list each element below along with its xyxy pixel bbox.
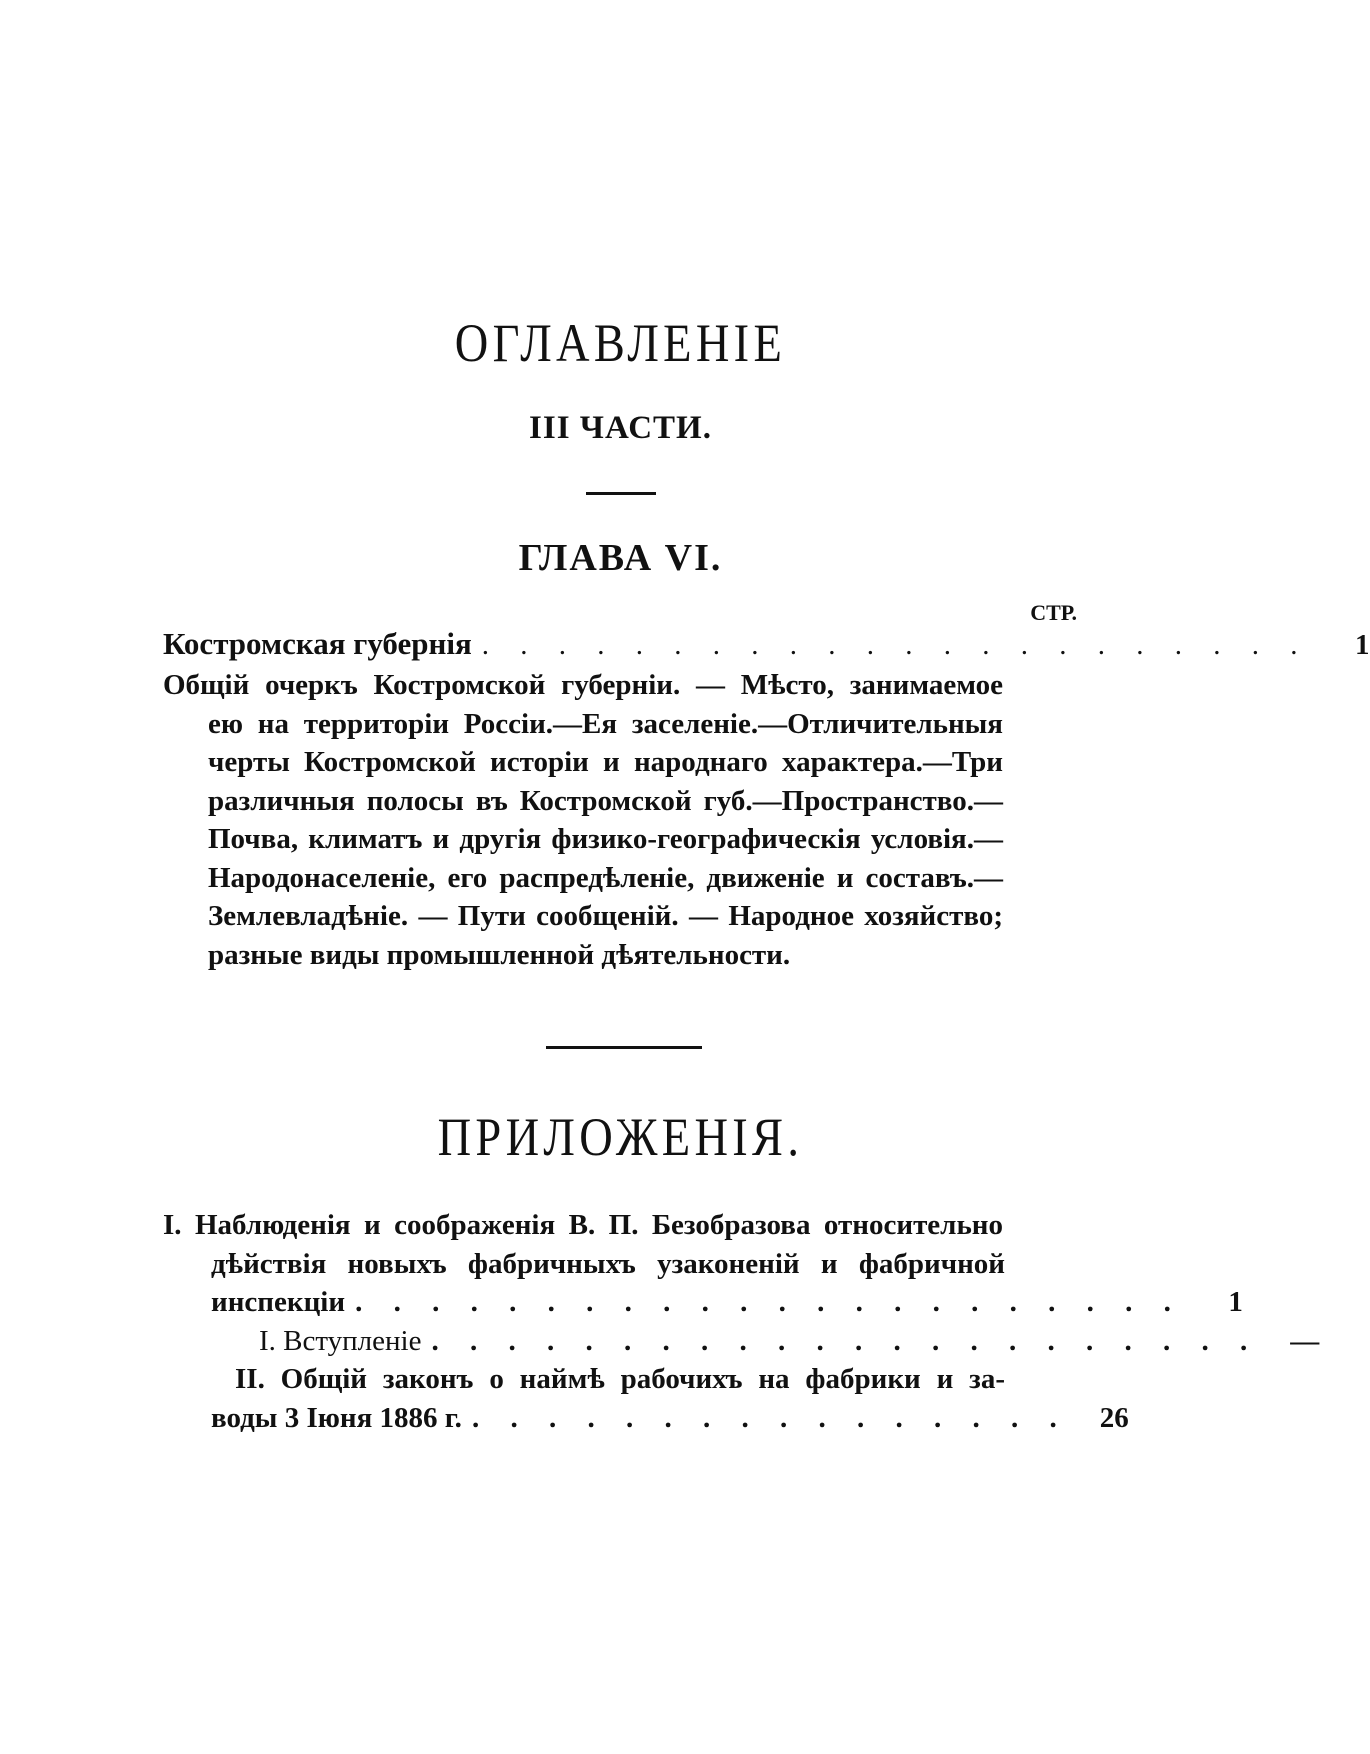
toc-entry-page: 1 [1355, 629, 1370, 661]
description-line: Почва, климатъ и другія физико-географическія условія.— [208, 823, 1003, 855]
sub-entry-title: I. Вступленіе [259, 1324, 422, 1357]
description-line: Землевладѣніе. — Пути сообщеній. — Народное хозяйство; [208, 900, 1003, 932]
description-line: Народонаселеніе, его распредѣленіе, движеніе и составъ.— [208, 861, 1003, 894]
dot-leader: . . . . . . . . . . . . . . . . . . . . . . [431, 1324, 1260, 1357]
divider [546, 1046, 702, 1049]
toc-entry[interactable] [163, 1399, 1129, 1438]
dot-leader: . . . . . . . . . . . . . . . . . . . . . . [481, 629, 1310, 661]
description-line: Общій очеркъ Костромской губерніи. — Мѣсто, занимаемое [163, 669, 1003, 701]
divider [586, 492, 656, 495]
appendices-heading: ПРИЛОЖЕНІЯ. [437, 1107, 804, 1167]
toc-entry-page: 26 [1099, 1401, 1129, 1434]
page-column-label: СТР. [1030, 600, 1077, 625]
description-line: разные виды промышленной дѣятельности. [208, 938, 791, 971]
toc-entry-page: 1 [1228, 1286, 1243, 1318]
dot-leader: . . . . . . . . . . . . . . . . . . . . . . [355, 1286, 1183, 1318]
sub-entry-line: воды 3 Іюня 1886 г. [211, 1401, 462, 1434]
toc-entry-page: — [1290, 1324, 1320, 1357]
dot-leader: . . . . . . . . . . . . . . . . [471, 1401, 1069, 1434]
sub-entry-line: II. Общій законъ о наймѣ рабочихъ на фабрики и за- [235, 1363, 1005, 1395]
appendix-item-line: I. Наблюденія и соображенія В. П. Безобразова относительно [163, 1209, 1003, 1241]
description-line: ею на территоріи Россіи.—Ея заселеніе.—Отличительныя [208, 707, 1003, 740]
toc-entry-title: Костромская губернія [163, 626, 472, 661]
description-line: черты Костромской исторіи и народнаго характера.—Три [208, 746, 1003, 778]
chapter-description [163, 666, 1003, 974]
page-subtitle: III ЧАСТИ. [529, 410, 712, 446]
page-title: ОГЛАВЛЕНІЕ [454, 313, 787, 373]
toc-entry[interactable] [163, 1283, 1243, 1322]
appendix-item-line: дѣйствія новыхъ фабричныхъ узаконеній и фабричной [211, 1247, 1005, 1280]
appendices-list [163, 1206, 1320, 1437]
description-line: различныя полосы въ Костромской губ.—Пространство.— [208, 784, 1003, 817]
chapter-heading: ГЛАВА VI. [518, 537, 723, 579]
appendix-item-last: инспекціи [211, 1286, 346, 1318]
toc-entry[interactable] [163, 626, 1370, 662]
toc-entry[interactable] [163, 1322, 1320, 1361]
